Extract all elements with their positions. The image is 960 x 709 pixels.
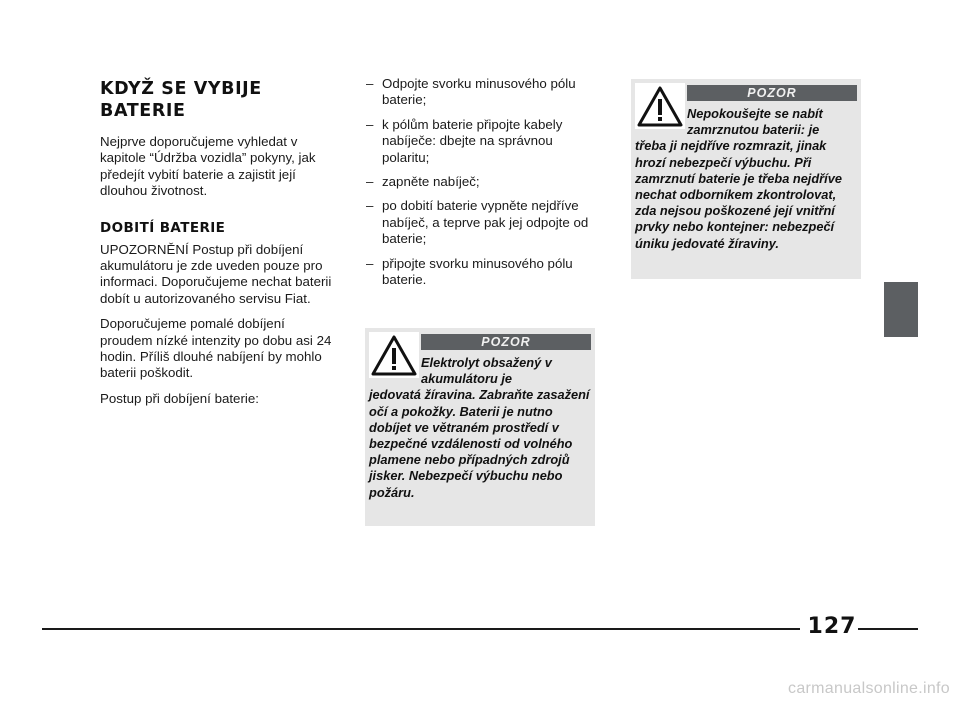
step-text: zapněte nabíječ; <box>382 174 480 190</box>
intro-paragraph: Nejprve doporučujeme vyhledat v kapitole “Údržba vozidla” pokyny, jak předejít vybití baterie a zajistit její dlouhou životnost. <box>100 134 316 199</box>
list-item <box>366 117 598 166</box>
page-number: 127 <box>807 614 857 639</box>
procedure-steps-list <box>366 76 598 288</box>
subsection-title: DOBITÍ BATERIE <box>100 219 226 236</box>
step-text: Odpojte svorku minusového pólu baterie; <box>382 76 576 108</box>
warning-label: POZOR <box>421 334 591 350</box>
section-title-line2: BATERIE <box>100 101 186 121</box>
procedure-intro: Postup při dobíjení baterie: <box>100 390 259 406</box>
middle-column <box>366 76 598 296</box>
warning-box-electrolyte <box>365 328 595 526</box>
section-title-line1: KDYŽ SE VYBIJE <box>100 79 262 99</box>
list-item <box>366 198 598 247</box>
footer-rule-right <box>858 628 918 630</box>
warning-text-rest: třeba ji nejdříve rozmrazit, jinak hrozí nebezpečí výbuchu. Při zamrznutí baterie je třeba nejdříve nechat odborníkem zkontrolovat, zda nejsou poškozené její vnitřní prvky nebo kontejner: nebezpečí úniku jedovaté žíraviny. <box>635 138 842 251</box>
step-text: k pólům baterie připojte kabely nabíječe: dbejte na správnou polaritu; <box>382 116 563 165</box>
list-item <box>366 256 598 289</box>
warning-text <box>369 355 591 501</box>
section-title <box>100 78 336 122</box>
warning-text-first: Elektrolyt obsažený v akumulátoru je <box>421 355 552 387</box>
watermark: carmanualsonline.info <box>788 680 950 697</box>
warning-text-first: Nepokoušejte se nabít zamrznutou baterii: je <box>687 106 823 138</box>
chapter-tab <box>884 282 918 337</box>
step-text: po dobití baterie vypněte nejdříve nabíječ, a teprve pak jej odpojte od baterie; <box>382 198 589 247</box>
dash-marker: – <box>366 255 374 271</box>
list-item <box>366 76 598 109</box>
step-text: připojte svorku minusového pólu baterie. <box>382 255 573 288</box>
charging-paragraph: Doporučujeme pomalé dobíjení proudem nízké intenzity po dobu asi 24 hodin. Příliš dlouhé nabíjení by mohlo baterii poškodit. <box>100 316 332 381</box>
dash-marker: – <box>366 198 374 214</box>
list-item <box>366 174 598 190</box>
warning-text-rest: jedovatá žíravina. Zabraňte zasažení očí a pokožky. Baterii je nutno dobíjet ve větraném prostředí v bezpečné vzdálenosti od volného plamene nebo případných zdrojů jisker. Nebezpečí výbuchu nebo požáru. <box>369 387 590 500</box>
footer-rule-left <box>42 628 800 630</box>
dash-marker: – <box>366 116 374 132</box>
left-column <box>100 76 336 416</box>
warning-text <box>635 106 857 252</box>
warning-label: POZOR <box>687 85 857 101</box>
warning-box-frozen-battery <box>631 79 861 279</box>
dash-marker: – <box>366 174 374 190</box>
dash-marker: – <box>366 76 374 91</box>
notice-paragraph: UPOZORNĚNÍ Postup při dobíjení akumulátoru je zde uveden pouze pro informaci. Doporučujeme nechat baterii dobít u autorizovaného servisu Fiat. <box>100 241 332 306</box>
